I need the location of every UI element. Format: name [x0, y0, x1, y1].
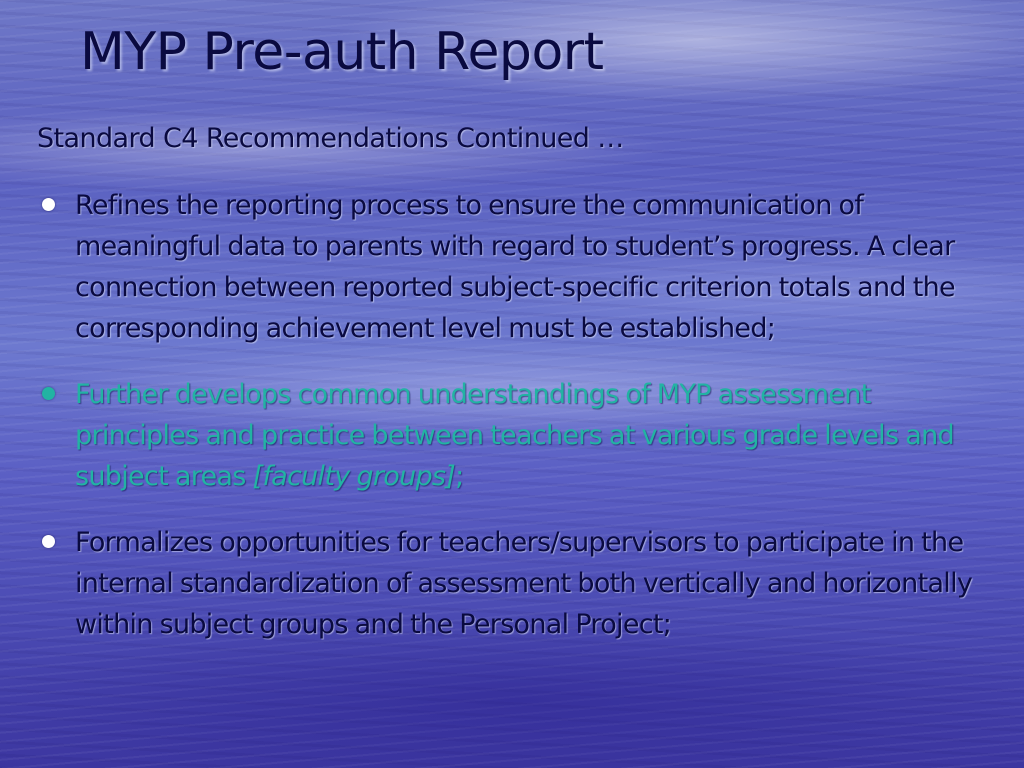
- bullet-tail: ;: [455, 461, 464, 492]
- bullet-dot-icon: [42, 198, 55, 211]
- bullet-item-1: [37, 185, 997, 349]
- bullet-item-3: [37, 522, 997, 645]
- bullet-list: [37, 185, 997, 645]
- bullet-dot-icon: [42, 387, 55, 400]
- slide-subtitle: Standard C4 Recommendations Continued …: [37, 123, 624, 154]
- bullet-text: Formalizes opportunities for teachers/supervisors to participate in the internal standardization of assessment both vertically and horizontally within subject groups and the Personal Project;: [75, 527, 973, 640]
- bullet-emphasis: [faculty groups]: [252, 461, 456, 492]
- bullet-item-2: [37, 374, 997, 497]
- bullet-text: Further develops common understandings of MYP assessment principles and practice between teachers at various grade levels and subject areas: [75, 379, 954, 492]
- slide-title: MYP Pre-auth Report: [80, 22, 604, 82]
- bullet-text: Refines the reporting process to ensure the communication of meaningful data to parents with regard to student’s progress. A clear connection between reported subject-specific criterion totals and the corresponding achievement level must be established;: [75, 190, 955, 344]
- bullet-dot-icon: [42, 535, 55, 548]
